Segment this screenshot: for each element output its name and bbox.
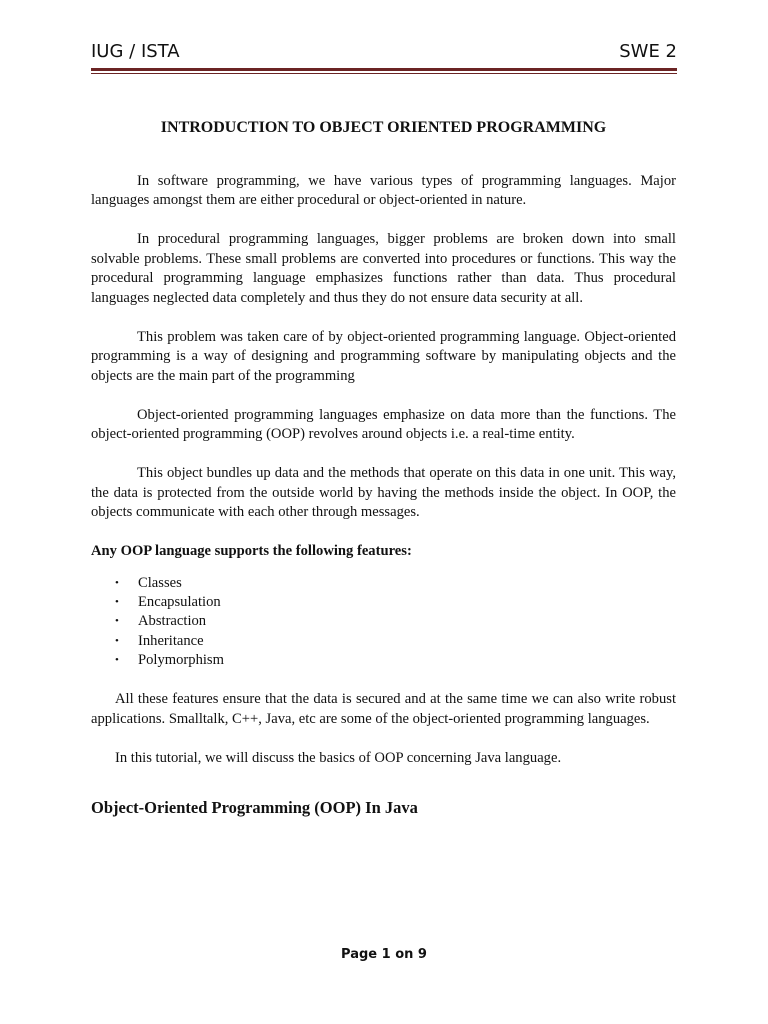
page-number: Page 1 on 9 [341,947,427,962]
header-module-label: SWE 2 [619,41,677,62]
paragraph-tutorial-scope: In this tutorial, we will discuss the basics of OOP concerning Java language. [115,749,562,766]
paragraph-oop-solution: This problem was taken care of by object-oriented programming language. Object-oriented programming is a way of designing and programming software by manipulating objects and the objects are the main part of the programming [91,328,676,384]
page-header [91,41,677,69]
list-item: • Classes [138,574,676,593]
list-item: • Inheritance [138,632,676,651]
paragraph-oop-data: Object-oriented programming languages emphasize on data more than the functions. The object-oriented programming (OOP) revolves around objects i.e. a real-time entity. [91,406,676,442]
paragraph-intro: In software programming, we have various types of programming languages. Major languages amongst them are either procedural or object-oriented in nature. [91,172,676,208]
document-body [91,118,676,818]
header-course-label: IUG / ISTA [91,41,180,62]
header-rule-thick [91,68,677,71]
paragraph-procedural: In procedural programming languages, bigger problems are broken down into small solvable problems. These small problems are converted into procedures or functions. This way the procedural programming language emphasizes functions rather than data. Thus procedural languages neglected data completely and thus they do not ensure data security at all. [91,231,676,306]
features-heading: Any OOP language supports the following features: [91,543,412,559]
list-item: • Polymorphism [138,651,676,670]
list-item: • Abstraction [138,612,676,631]
paragraph-oop-object: This object bundles up data and the methods that operate on this data in one unit. This way, the data is protected from the outside world by having the methods inside the object. In OOP, the objects communicate with each other through messages. [91,465,676,520]
header-rule-thin [91,73,677,74]
document-title: INTRODUCTION TO OBJECT ORIENTED PROGRAMMING [160,119,607,136]
features-list [91,574,676,671]
section-heading: Object-Oriented Programming (OOP) In Java [91,798,418,818]
paragraph-features-summary: All these features ensure that the data is secured and at the same time we can also write robust applications. Smalltalk, C++, Java, etc are some of the object-oriented programming languages. [91,691,676,727]
list-item: • Encapsulation [138,593,676,612]
